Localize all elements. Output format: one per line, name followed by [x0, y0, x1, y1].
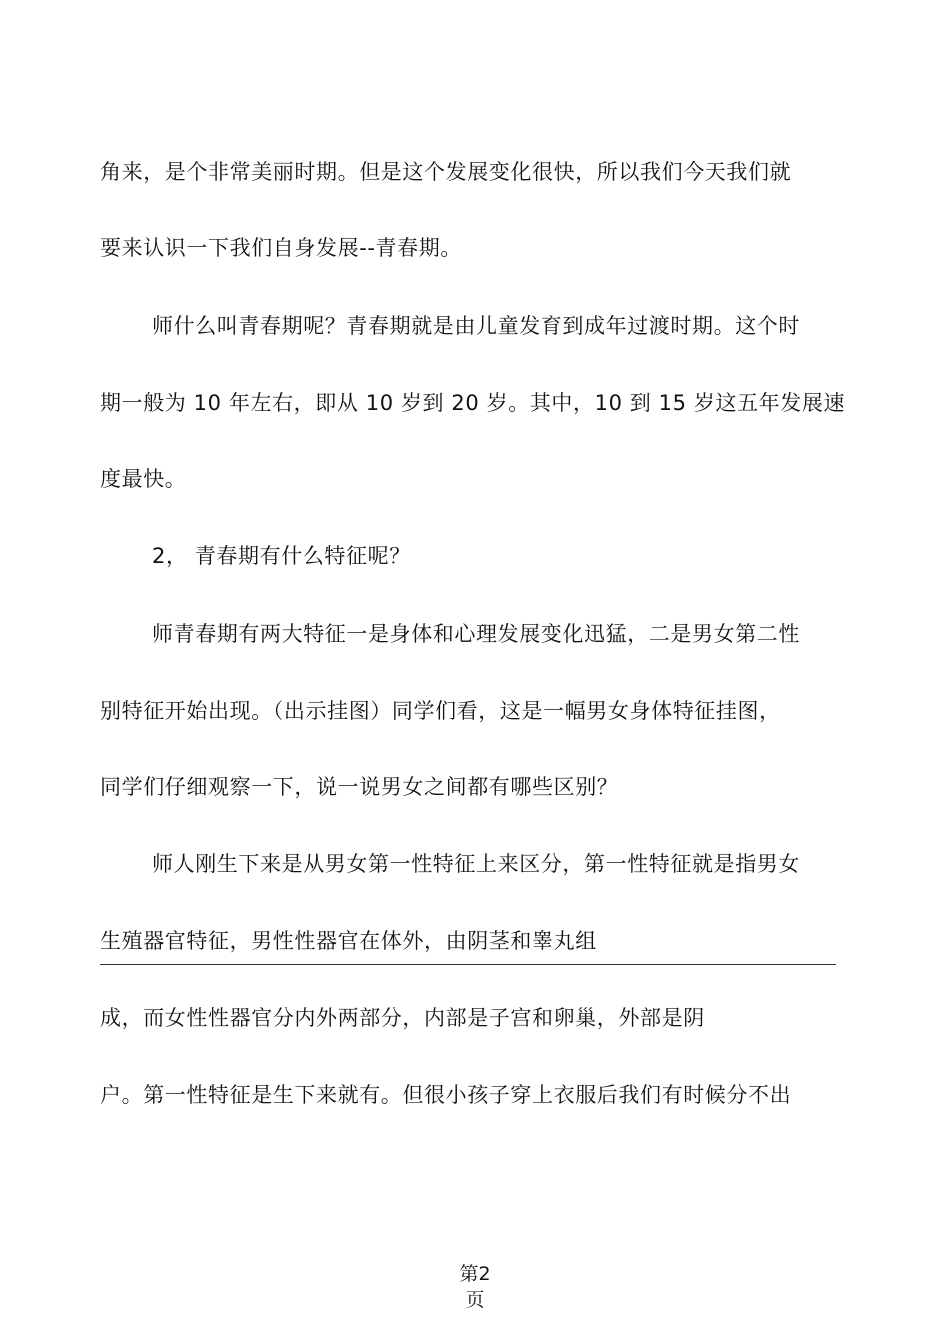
paragraph-line: 期一般为 10 年左右，即从 10 岁到 20 岁。其中，10 到 15 岁这五年发展速 — [100, 391, 846, 415]
paragraph-line: 要来认识一下我们自身发展--青春期。 — [100, 236, 462, 260]
page-number-label — [440, 1262, 510, 1286]
page-suffix-label: 页 — [465, 1289, 485, 1311]
paragraph-line: 师什么叫青春期呢？青春期就是由儿童发育到成年过渡时期。这个时 — [152, 314, 800, 338]
paragraph-line: 别特征开始出现。（出示挂图）同学们看，这是一幅男女身体特征挂图， — [100, 699, 781, 723]
section-heading: 2， 青春期有什么特征呢？ — [152, 544, 411, 568]
paragraph-line: 师青春期有两大特征一是身体和心理发展变化迅猛，二是男女第二性 — [152, 622, 800, 646]
page-number: 2 — [478, 1263, 491, 1285]
paragraph-line: 成，而女性性器官分内外两部分，内部是子宫和卵巢，外部是阴 — [100, 1006, 705, 1030]
paragraph-line: 度最快。 — [100, 467, 187, 491]
horizontal-divider — [100, 964, 836, 965]
paragraph-line: 同学们仔细观察一下，说一说男女之间都有哪些区别？ — [100, 775, 619, 799]
paragraph-line: 生殖器官特征，男性性器官在体外，由阴茎和睾丸组 — [100, 929, 597, 953]
paragraph-line: 师人刚生下来是从男女第一性特征上来区分，第一性特征就是指男女 — [152, 852, 800, 876]
paragraph-line: 户。第一性特征是生下来就有。但很小孩子穿上衣服后我们有时候分不出 — [100, 1083, 792, 1107]
paragraph-line: 角来，是个非常美丽时期。但是这个发展变化很快，所以我们今天我们就 — [100, 160, 792, 184]
page-prefix: 第 — [459, 1263, 479, 1285]
